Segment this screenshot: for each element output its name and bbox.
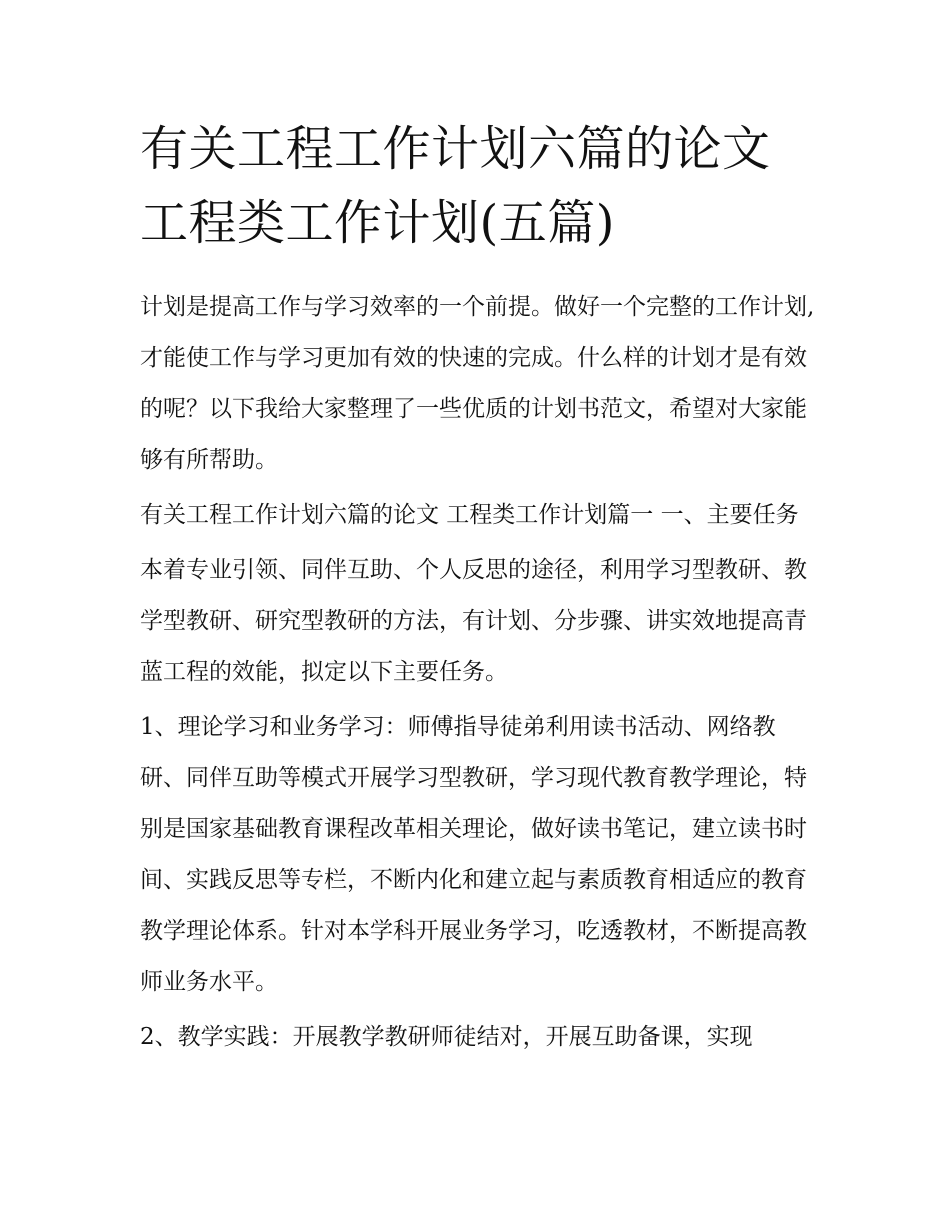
document-title: 有关工程工作计划六篇的论文 工程类工作计划(五篇) bbox=[140, 121, 771, 251]
section-heading-paragraph: 有关工程工作计划六篇的论文 工程类工作计划篇一 一、主要任务 bbox=[140, 502, 799, 528]
teaching-practice-paragraph: 2、教学实践：开展教学教研师徒结对，开展互助备课，实现 bbox=[140, 1024, 753, 1050]
intro-paragraph: 计划是提高工作与学习效率的一个前提。做好一个完整的工作计划,才能使工作与学习更加有效的快速的完成。什么样的计划才是有效的呢？以下我给大家整理了一些优质的计划书范文，希望对大家能够有所帮助。 bbox=[140, 294, 815, 473]
theory-study-paragraph: 1、理论学习和业务学习：师傅指导徒弟利用读书活动、网络教研、同伴互助等模式开展学习型教研，学习现代教育教学理论，特别是国家基础教育课程改革相关理论，做好读书笔记，建立读书时间、实践反思等专栏，不断内化和建立起与素质教育相适应的教育教学理论体系。针对本学科开展业务学习，吃透教材，不断提高教师业务水平。 bbox=[140, 714, 807, 995]
document-body bbox=[140, 112, 820, 1067]
task-overview-paragraph: 本着专业引领、同伴互助、个人反思的途径，利用学习型教研、教学型教研、研究型教研的方法，有计划、分步骤、讲实效地提高青蓝工程的效能，拟定以下主要任务。 bbox=[140, 557, 807, 685]
